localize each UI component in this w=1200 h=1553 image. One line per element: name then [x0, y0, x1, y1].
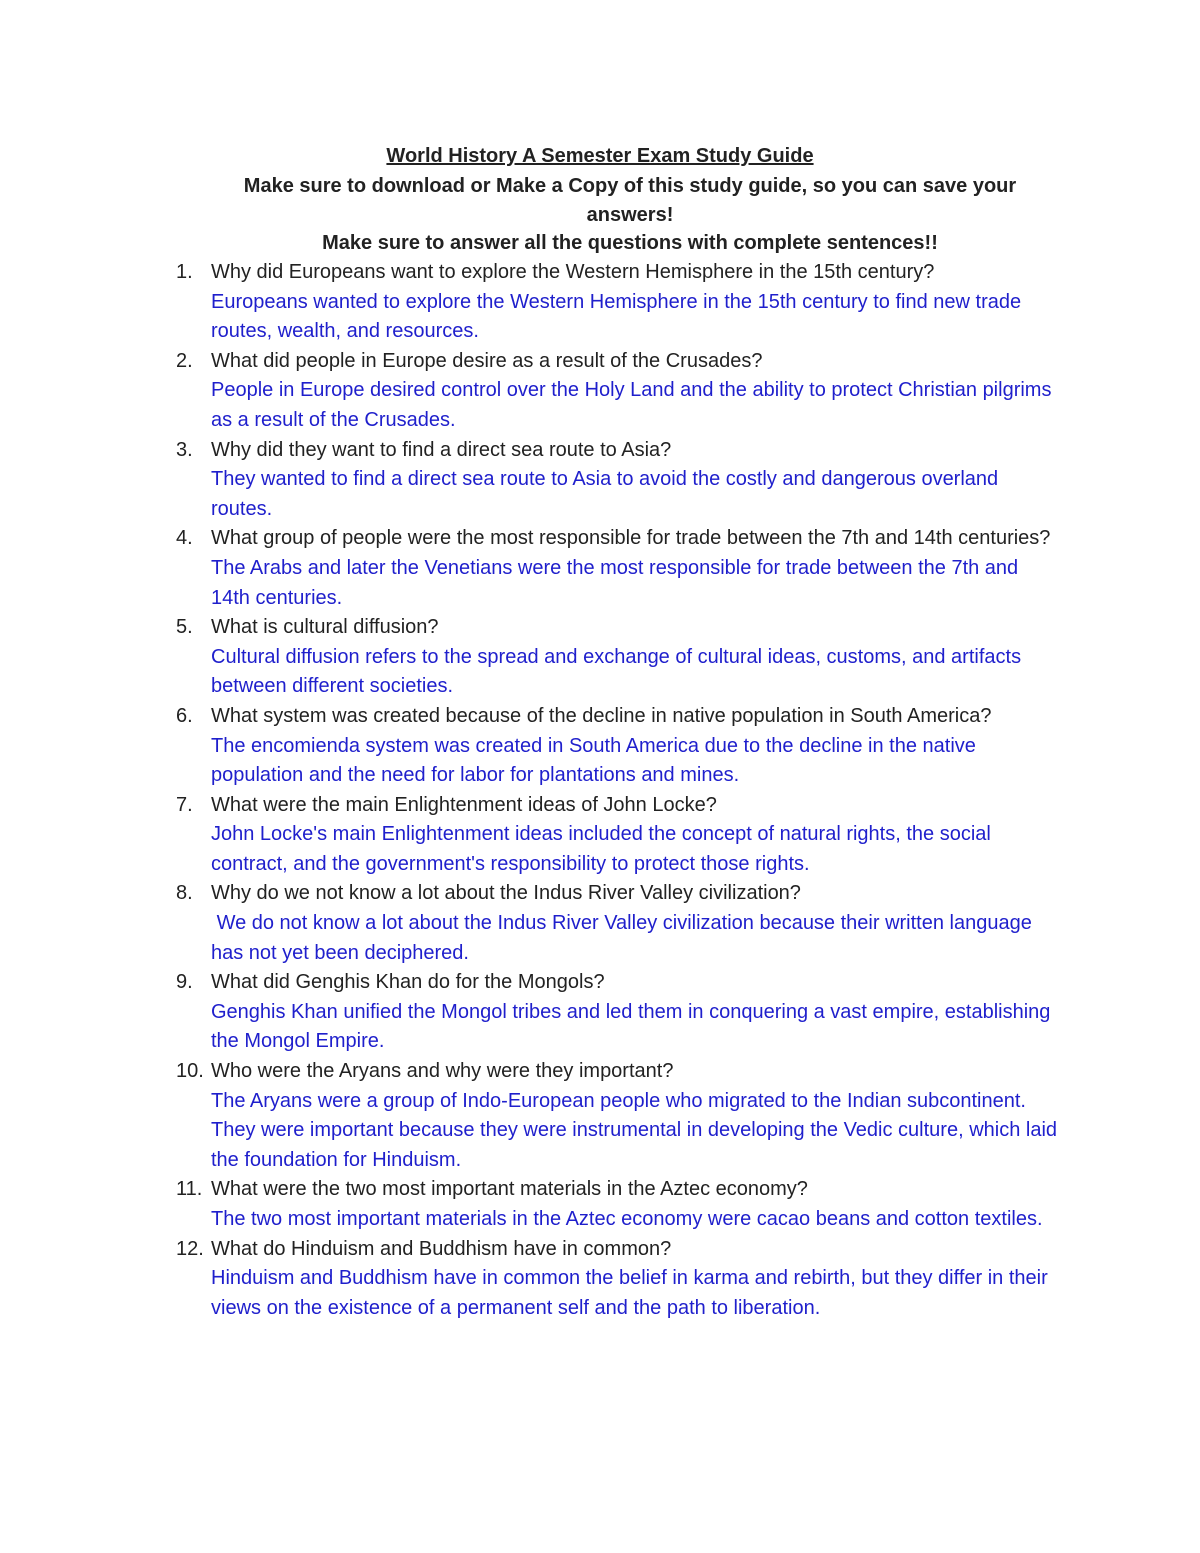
question-list — [0, 258, 1200, 1323]
question-number: 9. — [176, 971, 193, 994]
answer-text: The encomienda system was created in South America due to the decline in the native population and the need for labor for plantations and mines. — [211, 734, 976, 787]
question-number: 3. — [176, 438, 193, 461]
question-number: 1. — [176, 261, 193, 283]
question-text: Who were the Aryans and why were they important? — [211, 1060, 674, 1083]
question-text: What is cultural diffusion? — [211, 616, 439, 639]
answer-text: Cultural diffusion refers to the spread and exchange of cultural ideas, customs, and artifacts between different societies. — [211, 645, 1022, 698]
question-number: 4. — [176, 527, 193, 550]
question-text: What group of people were the most responsible for trade between the 7th and 14th centuries? — [211, 527, 1051, 550]
question-number: 11. — [176, 1178, 203, 1201]
question-number: 7. — [176, 793, 193, 816]
question-text: What did Genghis Khan do for the Mongols? — [211, 971, 605, 994]
question-item — [0, 968, 1200, 1057]
question-number: 2. — [176, 349, 193, 372]
question-item — [0, 879, 1200, 968]
answer-text: John Locke's main Enlightenment ideas included the concept of natural rights, the social contract, and the government's responsibility to protect those rights. — [211, 823, 991, 875]
answer-text: Europeans wanted to explore the Western Hemisphere in the 15th century to find new trade routes, wealth, and resources. — [211, 290, 1022, 343]
instruction-download: Make sure to download or Make a Copy of this study guide, so you can save your answers! — [243, 175, 1017, 226]
question-item — [0, 1175, 1200, 1234]
answer-text: The two most important materials in the Aztec economy were cacao beans and cotton textiles. — [211, 1208, 1043, 1230]
question-item — [0, 347, 1200, 436]
question-number: 10. — [176, 1060, 204, 1083]
question-item — [0, 524, 1200, 613]
answer-text: Hinduism and Buddhism have in common the belief in karma and rebirth, but they differ in their views on the existence of a permanent self and the path to liberation. — [211, 1267, 1048, 1319]
answer-text: We do not know a lot about the Indus River Valley civilization because their written language has not yet been deciphered. — [211, 912, 1038, 964]
question-text: What do Hinduism and Buddhism have in common? — [211, 1237, 672, 1260]
question-number: 5. — [176, 616, 193, 639]
answer-text: They wanted to find a direct sea route to Asia to avoid the costly and dangerous overland routes. — [211, 468, 999, 520]
page-title: World History A Semester Exam Study Guide — [386, 145, 814, 167]
question-text: Why did Europeans want to explore the Western Hemisphere in the 15th century? — [211, 261, 935, 283]
question-text: What system was created because of the decline in native population in South America? — [211, 704, 992, 727]
question-text: What did people in Europe desire as a result of the Crusades? — [211, 349, 763, 372]
answer-text: Genghis Khan unified the Mongol tribes and led them in conquering a vast empire, establishing the Mongol Empire. — [211, 1000, 1051, 1053]
question-text: What were the main Enlightenment ideas of John Locke? — [211, 793, 717, 816]
answer-text: The Arabs and later the Venetians were the most responsible for trade between the 7th and 14th centuries. — [211, 556, 1019, 609]
question-number: 8. — [176, 882, 193, 905]
answer-text: The Aryans were a group of Indo-European people who migrated to the Indian subcontinent. They were important because they were instrumental in developing the Vedic culture, which laid the foundation for Hinduism. — [211, 1089, 1058, 1171]
question-item — [0, 702, 1200, 791]
instruction-complete-sentences: Make sure to answer all the questions with complete sentences!! — [322, 232, 938, 254]
question-number: 12. — [176, 1237, 204, 1260]
question-item — [0, 613, 1200, 702]
question-item — [0, 791, 1200, 880]
question-item — [0, 258, 1200, 347]
question-number: 6. — [176, 704, 193, 727]
question-item — [0, 436, 1200, 525]
question-item — [0, 1057, 1200, 1175]
question-text: What were the two most important materials in the Aztec economy? — [211, 1178, 808, 1201]
answer-text: People in Europe desired control over the Holy Land and the ability to protect Christian pilgrims as a result of the Crusades. — [211, 379, 1052, 431]
question-item — [0, 1235, 1200, 1324]
question-text: Why do we not know a lot about the Indus River Valley civilization? — [211, 882, 801, 905]
question-text: Why did they want to find a direct sea route to Asia? — [211, 438, 672, 461]
